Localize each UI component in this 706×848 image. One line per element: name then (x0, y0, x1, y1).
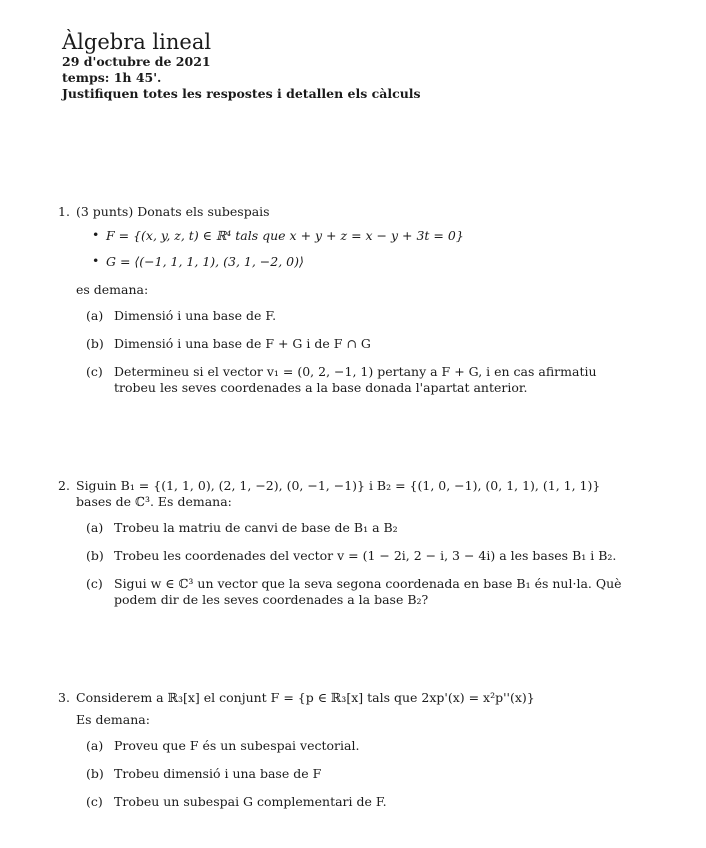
part-text: Trobeu la matriu de canvi de base de B₁ a B₂ (114, 520, 398, 535)
list-item (86, 520, 638, 536)
part-label: (b) (86, 766, 104, 781)
problem-number: 3. (58, 690, 70, 705)
part-text: Trobeu les coordenades del vector v = (1 − 2i, 2 − i, 3 − 4i) a les bases B₁ i B₂. (114, 548, 617, 563)
exam-time: temps: 1h 45'. (62, 70, 162, 85)
part-label: (c) (86, 576, 103, 591)
problem-intro: Considerem a ℝ₃[x] el conjunt F = {p ∈ ℝ₃[x] tals que 2xp'(x) = x²p''(x)} (76, 690, 535, 705)
part-label: (b) (86, 548, 104, 563)
subspace-list (92, 228, 638, 270)
part-text: Determineu si el vector v₁ = (0, 2, −1, 1) pertany a F + G, i en cas afirmatiu trobeu les seves coordenades a la base donada l'apartat anterior. (114, 364, 597, 395)
parts-list (86, 520, 638, 608)
list-item (86, 308, 638, 324)
part-text: Trobeu un subespai G complementari de F. (114, 794, 387, 809)
list-item (86, 548, 638, 564)
problem-intro: (3 punts) Donats els subespais (76, 204, 270, 219)
parts-list (86, 308, 638, 396)
part-label: (a) (86, 738, 104, 753)
list-item (86, 794, 638, 810)
list-item (86, 576, 638, 608)
exam-instructions: Justifiquen totes les respostes i detallen els càlculs (62, 86, 421, 101)
problem-2 (58, 478, 638, 620)
parts-list (86, 738, 638, 810)
list-item: • G = ⟨(−1, 1, 1, 1), (3, 1, −2, 0)⟩ (92, 254, 638, 270)
problem-number: 2. (58, 478, 70, 493)
exam-header (62, 30, 421, 102)
part-label: (c) (86, 794, 103, 809)
part-label: (b) (86, 336, 104, 351)
list-item (86, 738, 638, 754)
part-label: (a) (86, 520, 104, 535)
problem-intro: Siguin B₁ = {(1, 1, 0), (2, 1, −2), (0, −1, −1)} i B₂ = {(1, 0, −1), (0, 1, 1), (1, 1, 1)} bases de ℂ³. Es demana: (76, 478, 601, 509)
exam-title: Àlgebra lineal (62, 30, 212, 54)
problem-3 (58, 690, 638, 822)
problem-1 (58, 204, 638, 408)
problem-number: 1. (58, 204, 70, 219)
part-text: Dimensió i una base de F + G i de F ∩ G (114, 336, 371, 351)
list-item (86, 336, 638, 352)
part-text: Dimensió i una base de F. (114, 308, 277, 323)
part-label: (c) (86, 364, 103, 379)
exam-date: 29 d'octubre de 2021 (62, 54, 211, 69)
part-text: Sigui w ∈ ℂ³ un vector que la seva segona coordenada en base B₁ és nul·la. Què podem dir de les seves coordenades a la base B₂? (114, 576, 622, 607)
list-item (86, 364, 638, 396)
list-item (86, 766, 638, 782)
part-label: (a) (86, 308, 104, 323)
part-text: Proveu que F és un subespai vectorial. (114, 738, 360, 753)
problem-ask: Es demana: (76, 712, 150, 727)
part-text: Trobeu dimensió i una base de F (114, 766, 322, 781)
problem-ask: es demana: (76, 282, 149, 297)
list-item: • F = {(x, y, z, t) ∈ ℝ⁴ tals que x + y + z = x − y + 3t = 0} (92, 228, 638, 244)
